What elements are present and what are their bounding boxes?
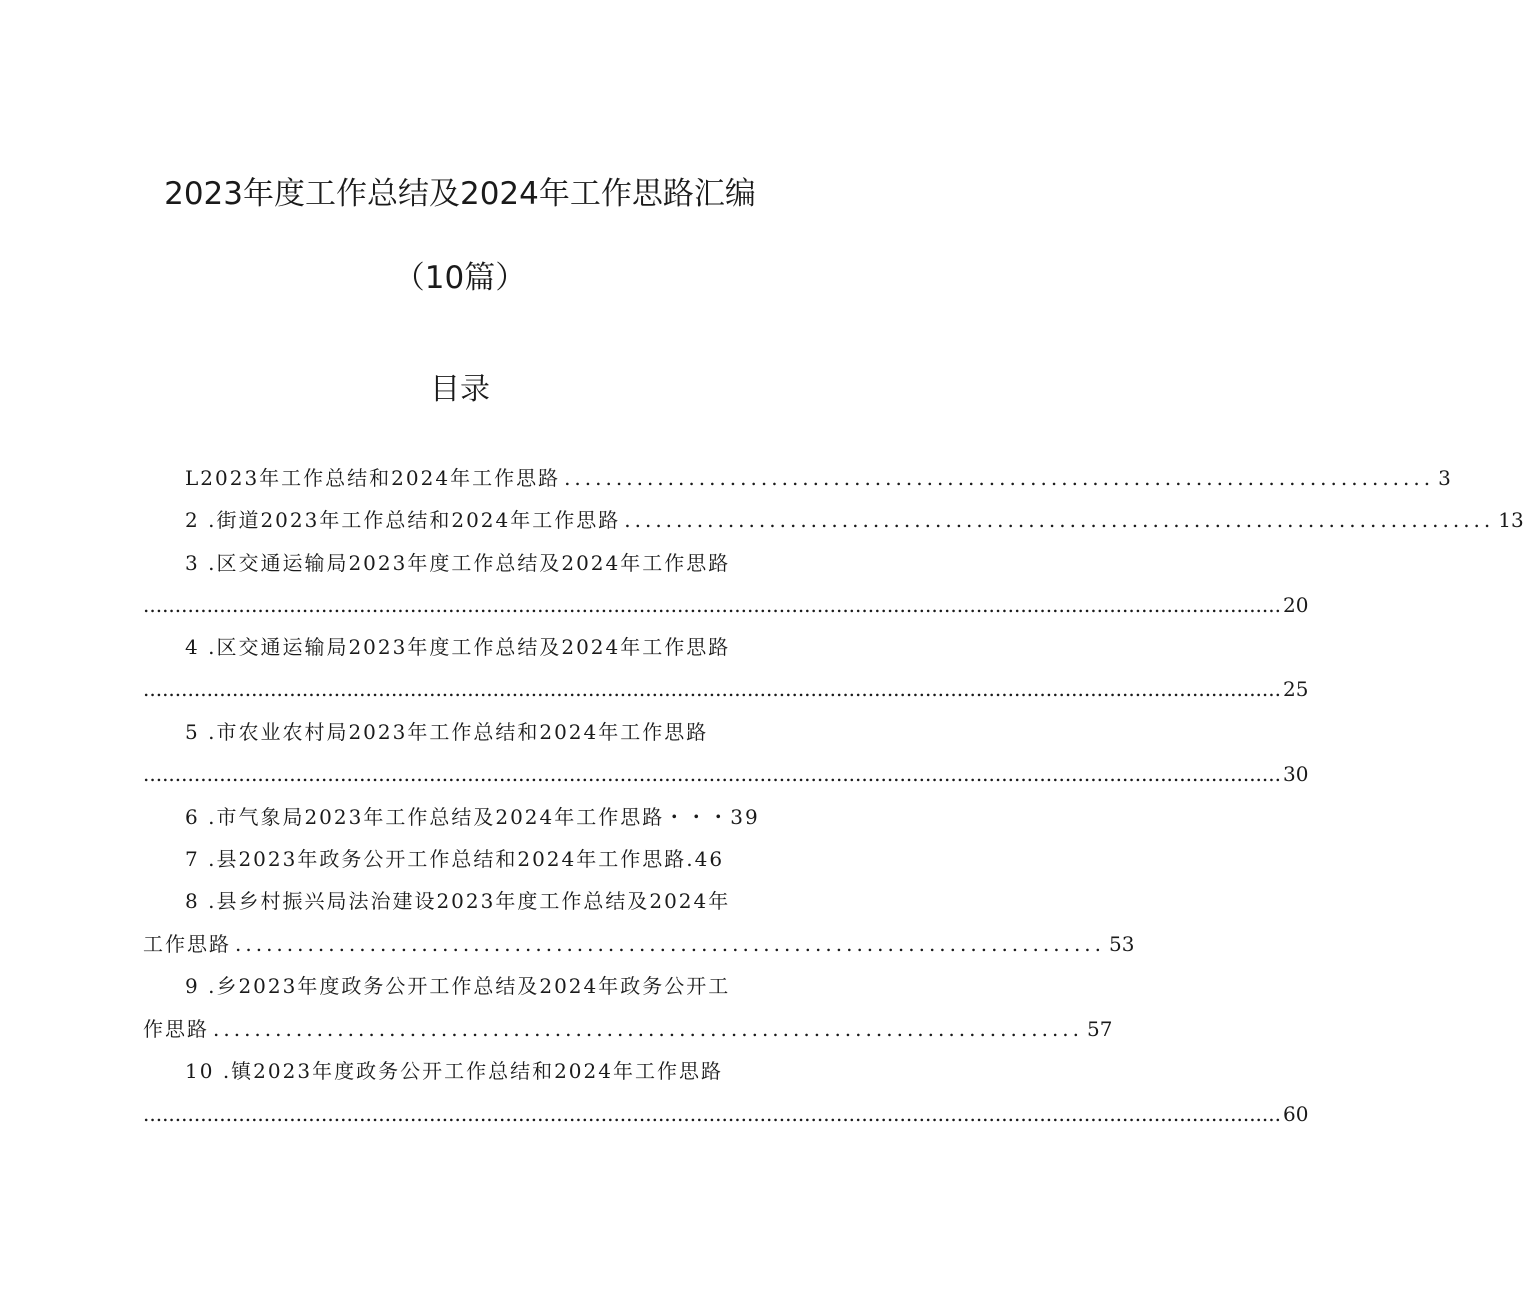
toc-entry-page: 53	[1109, 932, 1135, 956]
toc-entry-1[interactable]	[143, 465, 1451, 491]
toc-entry-page: 30	[1282, 762, 1309, 786]
toc-entry-9-continuation[interactable]	[143, 1016, 1113, 1042]
toc-entry-2[interactable]	[143, 507, 1524, 533]
toc-entry-number: 4	[185, 635, 200, 659]
toc-entry-page: 25	[1282, 677, 1309, 701]
toc-entry-page: 39	[730, 805, 760, 829]
toc-entry-title: .市农业农村局2023年工作总结和2024年工作思路	[208, 720, 709, 744]
toc-entry-number: 9	[185, 974, 200, 998]
toc-entry-page: 57	[1087, 1017, 1113, 1041]
toc-entry-page: 20	[1282, 593, 1309, 617]
toc-entry-number: 2	[185, 508, 200, 532]
toc-entry-8-continuation[interactable]	[143, 931, 1135, 957]
toc-leader-dots: ...................................................................................................................................................................................	[143, 762, 1281, 786]
toc-entry-title-continued: 作思路	[143, 1017, 209, 1041]
toc-entry-number: L	[185, 466, 201, 490]
toc-entry-title: .县2023年政务公开工作总结和2024年工作思路	[208, 847, 687, 871]
toc-entry-title: .市气象局2023年工作总结及2024年工作思路	[208, 805, 665, 829]
toc-entry-number: 5	[185, 720, 200, 744]
toc-leader-dots: ...................................................................................................................................................................................	[143, 677, 1281, 701]
toc-entry-page: 46	[694, 847, 725, 871]
toc-entry-5[interactable]	[143, 719, 771, 745]
toc-entry-9[interactable]	[143, 973, 771, 999]
toc-entry-number: 10	[185, 1059, 215, 1083]
toc-entry-number: 7	[185, 847, 200, 871]
toc-leader-dots: ....................................................................................	[213, 1017, 1084, 1041]
toc-entry-10[interactable]	[143, 1058, 771, 1084]
toc-entry-3-continuation[interactable]	[143, 592, 1309, 618]
toc-entry-8[interactable]	[143, 888, 771, 914]
toc-entry-title: .镇2023年度政务公开工作总结和2024年工作思路	[222, 1059, 723, 1083]
toc-entry-number: 8	[185, 889, 200, 913]
document-title: 2023年度工作总结及2024年工作思路汇编	[164, 176, 756, 212]
toc-entry-title: 2023年工作总结和2024年工作思路	[200, 466, 561, 490]
toc-leader-dots: ・・・	[664, 805, 731, 829]
toc-entry-3[interactable]	[143, 550, 771, 576]
toc-entry-6[interactable]	[143, 804, 771, 830]
toc-entry-title: .区交通运输局2023年度工作总结及2024年工作思路	[208, 551, 731, 575]
toc-leader-dots: .	[686, 847, 695, 871]
toc-leader-dots: ....................................................................................	[624, 508, 1495, 532]
toc-entry-number: 3	[185, 551, 200, 575]
toc-entry-page: 13	[1498, 508, 1524, 532]
toc-entry-page: 60	[1282, 1102, 1309, 1126]
toc-leader-dots: ...................................................................................................................................................................................	[143, 593, 1281, 617]
toc-entry-7[interactable]	[143, 846, 771, 872]
toc-leader-dots: ...................................................................................................................................................................................	[143, 1102, 1281, 1126]
document-subtitle: （10篇）	[393, 260, 527, 296]
toc-entry-page: 3	[1438, 466, 1451, 490]
toc-entry-5-continuation[interactable]	[143, 761, 1309, 787]
toc-entry-title-continued: 工作思路	[143, 932, 231, 956]
toc-entry-10-continuation[interactable]	[143, 1101, 1309, 1127]
toc-entry-4-continuation[interactable]	[143, 676, 1309, 702]
toc-heading: 目录	[430, 372, 490, 407]
toc-entry-title: .乡2023年度政务公开工作总结及2024年政务公开工	[208, 974, 731, 998]
toc-leader-dots: ....................................................................................	[235, 932, 1106, 956]
toc-entry-title: .县乡村振兴局法治建设2023年度工作总结及2024年	[208, 889, 731, 913]
toc-entry-title: .区交通运输局2023年度工作总结及2024年工作思路	[208, 635, 731, 659]
toc-entry-number: 6	[185, 805, 200, 829]
toc-entry-title: .街道2023年工作总结和2024年工作思路	[208, 508, 621, 532]
toc-leader-dots: ....................................................................................	[564, 466, 1435, 490]
toc-entry-4[interactable]	[143, 634, 771, 660]
